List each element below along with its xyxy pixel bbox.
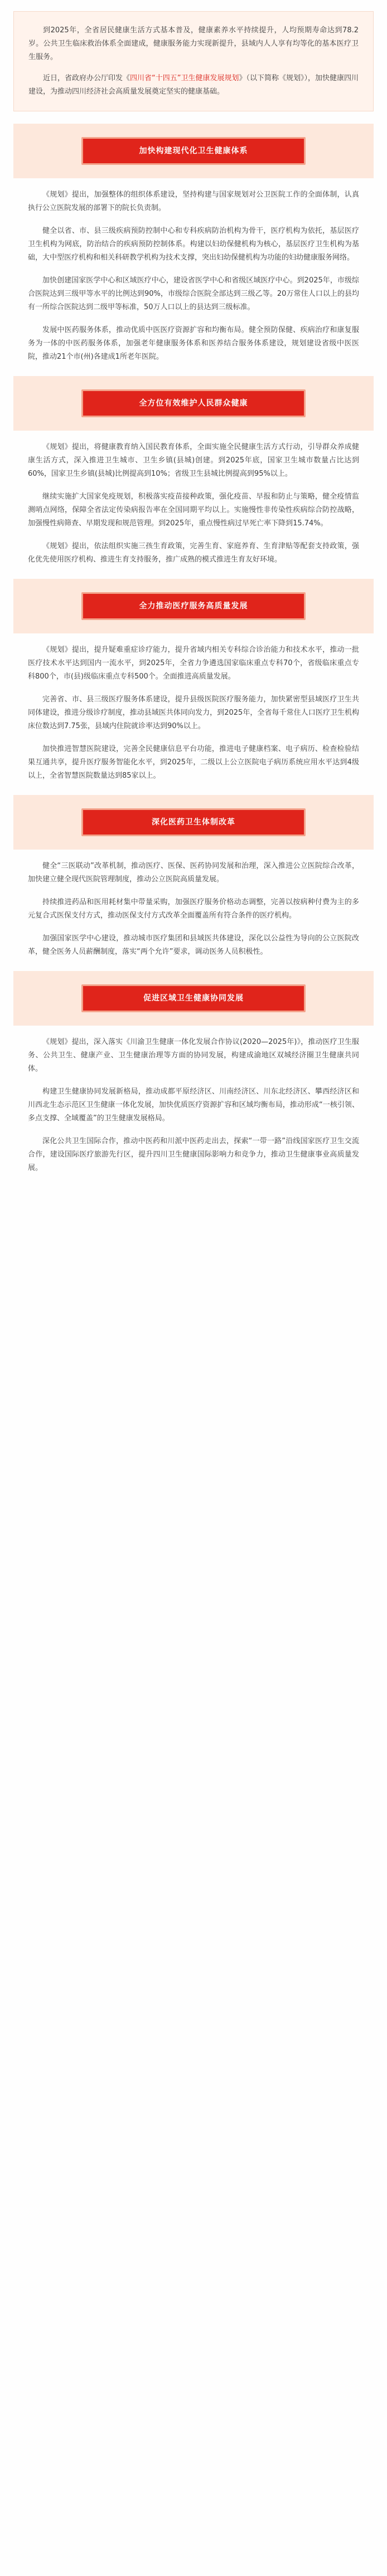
section-body [13, 441, 374, 567]
section-header [13, 124, 374, 178]
section-header [13, 376, 374, 431]
section-body [13, 860, 374, 959]
section-paragraph: 深化公共卫生国际合作，推动中医药和川派中医药走出去，探索“一带一路”沿线国家医疗卫生交流合作，建设国际医疗旅游先行区，提升四川卫生健康国际影响力和竞争力，推动卫生健康事业高质量发展。 [28, 1137, 359, 1172]
section-header [13, 971, 374, 1026]
section-paragraph: 持续推进药品和医用耗材集中带量采购，加强医疗服务价格动态调整，完善以按病种付费为主的多元复合式医保支付方式，推动医保支付方式改革全面覆盖所有符合条件的医疗机构。 [28, 898, 359, 920]
section-paragraph: 发展中医药服务体系，推动优质中医医疗资源扩容和均衡布局。健全预防保健、疾病治疗和康复服务为一体的中医药服务体系，加强老年健康服务体系和医养结合服务体系建设，规划建设省级中医医院，推动21个市(州)各建成1所老年医院。 [28, 326, 359, 361]
section-paragraph: 《规划》提出，深入落实《川渝卫生健康一体化发展合作协议(2020—2025年)》，推动医疗卫生服务、公共卫生、健康产业、卫生健康治理等方面的协同发展，构建成渝地区双城经济圈卫生健康共同体。 [28, 1038, 359, 1073]
section-paragraph: 健全以省、市、县三级疾病预防控制中心和专科疾病防治机构为骨干，医疗机构为依托，基层医疗卫生机构为网底，防治结合的疾病预防控制体系。构建以妇幼保健机构为核心，基层医疗卫生机构为基础，大中型医疗机构和相关科研教学机构为技术支撑，突出妇幼保健机构为功能的妇幼健康服务网络。 [28, 227, 359, 262]
section-title-banner [81, 808, 306, 836]
section-title-banner [81, 137, 306, 165]
plan-title-highlight: 四川省“十四五”卫生健康发展规划 [130, 74, 239, 82]
intro-box [13, 11, 374, 111]
section-title: 全方位有效维护人民群众健康 [139, 399, 248, 408]
section-paragraph: 《规划》提出，提升疑难重症诊疗能力，提升省域内相关专科综合诊治能力和技术水平，推动一批医疗技术水平达到国内一流水平，到2025年，全省力争遴选国家临床重点专科70个，省级临床重点专科800个，市(县)级临床重点专科500个。全面推进高质量发展。 [28, 646, 359, 681]
section-paragraph: 《规划》提出，加强整体的组织体系建设，坚持构建与国家规划对公卫医院工作的全面体制，认真执行公立医院发展的部署下的院长负责制。 [28, 191, 359, 212]
section-paragraph: 加强国家医学中心建设，推动城市医疗集团和县域医共体建设，深化以公益性为导向的公立医院改革，健全医务人员薪酬制度，落实“两个允许”要求，调动医务人员积极性。 [28, 934, 359, 956]
section-paragraph: 构建卫生健康协同发展新格局，推动成都平原经济区、川南经济区、川东北经济区、攀西经济区和川西北生态示范区卫生健康一体化发展，加快优质医疗资源扩容和区域均衡布局，推动形成“一核引领、多点支撑、全域覆盖”的卫生健康发展格局。 [28, 1087, 359, 1123]
section-title-banner [81, 984, 306, 1012]
section-paragraph: 《规划》提出，依法组织实施三孩生育政策，完善生育、家庭养育、生育津贴等配套支持政策，强化优先使用医疗机构、推进生育支持服务，推广成熟的模式推进生育友好环境。 [28, 542, 359, 564]
section-regional-coordination [13, 971, 374, 1175]
intro-paragraph-2 [28, 72, 359, 99]
section-paragraph: 健全“三医联动”改革机制，推动医疗、医保、医药协同发展和治理，深入推进公立医院综合改革，加快建立健全现代医院管理制度，推动公立医院高质量发展。 [28, 862, 359, 884]
section-public-health [13, 376, 374, 567]
section-modern-health-system [13, 124, 374, 364]
intro-paragraph-2-suffix: 》（以下简称《规划》），加快健康四川建设，为推动四川经济社会高质量发展奠定坚实的健康基础。 [28, 74, 359, 96]
section-title-banner [81, 592, 306, 620]
section-title: 全力推动医疗服务高质量发展 [139, 602, 248, 611]
intro-paragraph-1: 到2025年，全省居民健康生活方式基本普及，健康素养水平持续提升，人均预期寿命达到78.2岁。公共卫生临床救治体系全面建成，健康服务能力实现新提升，县域内人人享有均等化的基本医疗卫生服务。 [28, 26, 359, 61]
section-header [13, 579, 374, 633]
section-title: 加快构建现代化卫生健康体系 [139, 147, 248, 155]
section-body [13, 643, 374, 783]
section-title-banner [81, 389, 306, 417]
section-paragraph: 加快创建国家医学中心和区域医疗中心，建设省医学中心和省级区域医疗中心。到2025年，市级综合医院达到三级甲等水平的比例达到90%，市级综合医院全部达到三级乙等。20万常住人口以上的县均有一所综合医院达到二级甲等标准，50万人口以上的县达到三级标准。 [28, 276, 359, 311]
section-body [13, 188, 374, 364]
section-body [13, 1036, 374, 1175]
section-paragraph: 完善省、市、县三级医疗服务体系建设，提升县级医院医疗服务能力，加快紧密型县域医疗卫生共同体建设，推进分级诊疗制度，推动县域医共体同向发力，到2025年，全省每千常住人口医疗卫生机构床位数达到7.75张，县域内住院就诊率达到90%以上。 [28, 695, 359, 730]
intro-paragraph-2-prefix: 近日，省政府办公厅印发《 [43, 74, 130, 82]
section-healthcare-reform [13, 795, 374, 959]
section-title: 促进区域卫生健康协同发展 [143, 994, 244, 1003]
section-header [13, 795, 374, 850]
section-title: 深化医药卫生体制改革 [152, 818, 235, 827]
section-paragraph: 加快推进智慧医院建设，完善全民健康信息平台功能，推进电子健康档案、电子病历、检查检验结果互通共享，提升医疗服务智能化水平，到2025年，二级以上公立医院电子病历系统应用水平达到4级以上，全省智慧医院数量达到85家以上。 [28, 745, 359, 780]
section-paragraph: 继续实施扩大国家免疫规划，积极落实疫苗接种政策，强化疫苗、早报和防止与策略，健全疫情监测哨点网络，保障全省法定传染病报告率在全国同期平均以上。实施慢性非传染性疾病综合防控战略，加强慢性病筛查、早期发现和规范管理。到2025年，重点慢性病过早死亡率下降到15.74%。 [28, 492, 359, 528]
section-paragraph: 《规划》提出，将健康教育纳入国民教育体系，全面实施全民健康生活方式行动，引导群众养成健康生活方式，深入推进卫生城市、卫生乡镇(县城)创建。到2025年底，国家卫生城市数量占比达到60%，国家卫生乡镇(县城)比例提高到10%；省级卫生县城比例提高到95%以上。 [28, 443, 359, 478]
section-medical-service-quality [13, 579, 374, 783]
